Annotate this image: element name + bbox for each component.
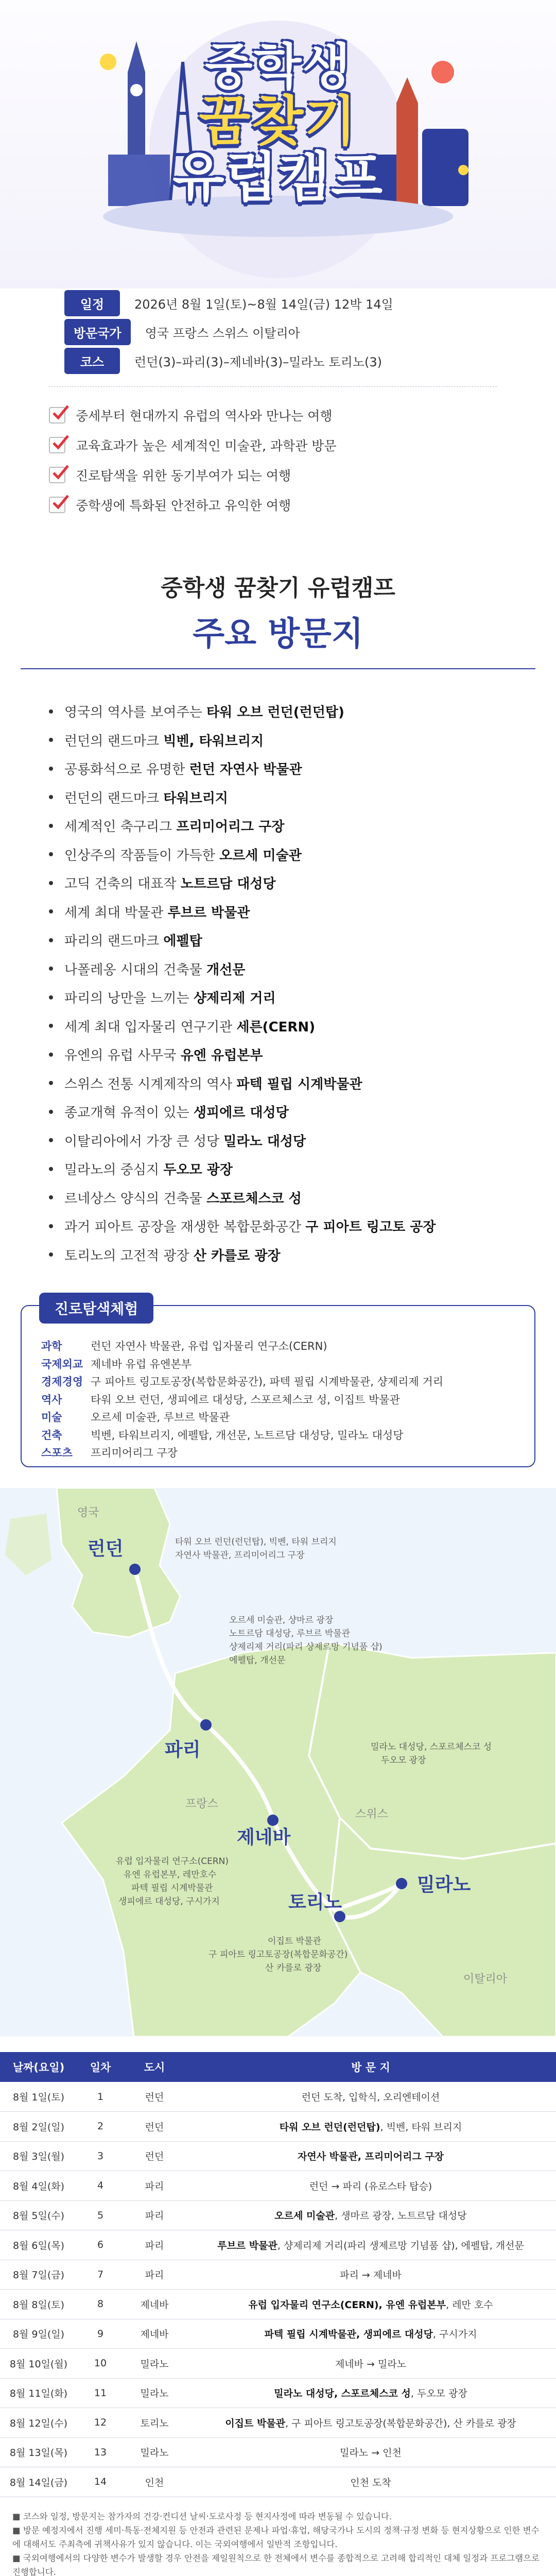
checklist-item — [49, 400, 556, 430]
cell-city: 인천 — [124, 2467, 185, 2497]
hero-title-line3: 유럽캠프 — [172, 145, 384, 209]
table-row — [0, 2112, 556, 2142]
place-text: 밀라노의 중심지 두오모 광장 — [64, 1162, 233, 1178]
cell-itinerary: 파텍 필립 시계박물관, 생피에르 대성당, 구시가지 — [185, 2319, 556, 2349]
place-item — [49, 955, 556, 984]
map-note: 노트르담 대성당, 루브르 박물관 — [229, 1629, 351, 1639]
cell-date: 8월 4일(화) — [0, 2171, 77, 2201]
hero-title-line1: 중학생 — [204, 38, 352, 96]
bullet-icon — [49, 1195, 53, 1199]
place-item — [49, 1155, 556, 1183]
info-row-course — [64, 346, 556, 375]
map-note: 자연사 박물관, 프리미어리그 구장 — [175, 1550, 305, 1561]
info-row-schedule — [64, 289, 556, 317]
cell-city: 런던 — [124, 2112, 185, 2142]
bullet-icon — [49, 1110, 53, 1114]
bullet-icon — [49, 824, 53, 828]
cell-date: 8월 13일(목) — [0, 2437, 77, 2467]
section-title: 주요 방문지 — [193, 615, 363, 653]
map-city-geneva: 제네바 — [237, 1827, 291, 1848]
place-item — [49, 840, 556, 869]
cell-date: 8월 7일(금) — [0, 2260, 77, 2290]
cell-itinerary: 제네바 → 밀라노 — [185, 2349, 556, 2379]
bullet-icon — [49, 1224, 53, 1228]
bullet-icon — [49, 938, 53, 942]
map-note: 오르세 미술관, 샹마르 광장 — [229, 1615, 334, 1625]
career-category: 역사 — [41, 1393, 62, 1406]
cell-date: 8월 5일(수) — [0, 2200, 77, 2230]
place-item — [49, 1040, 556, 1069]
map-city-turin: 토리노 — [288, 1892, 342, 1913]
cell-itinerary: 파리 → 제네바 — [185, 2260, 556, 2290]
place-item — [49, 811, 556, 840]
cell-day: 1 — [77, 2082, 124, 2112]
cell-itinerary: 런던 도착, 입학식, 오리엔테이션 — [185, 2082, 556, 2112]
cell-itinerary: 밀라노 → 인천 — [185, 2437, 556, 2467]
info-value: 영국 프랑스 스위스 이탈리아 — [145, 326, 300, 341]
map-note: 밀라노 대성당, 스포르체스코 성 — [371, 1742, 492, 1752]
cell-itinerary: 루브르 박물관, 샹제리제 거리(파리 생제르망 기념품 샵), 에펠탑, 개선문 — [185, 2230, 556, 2260]
career-places: 런던 자연사 박물관, 유럽 입자물리 연구소(CERN) — [91, 1340, 327, 1353]
main-visit-header — [0, 569, 556, 669]
bullet-icon — [49, 995, 53, 999]
career-places: 프리미어리그 구장 — [91, 1447, 178, 1460]
place-text: 과거 피아트 공장을 재생한 복합문화공간 구 피아트 링고토 공장 — [64, 1219, 436, 1235]
table-row — [0, 2437, 556, 2467]
career-category: 국제외교 — [41, 1358, 83, 1370]
place-item — [49, 754, 556, 783]
place-text: 런던의 랜드마크 타워브리지 — [64, 790, 228, 806]
cell-day: 4 — [77, 2171, 124, 2201]
trip-info — [0, 289, 556, 375]
cell-itinerary: 유럽 입자물리 연구소(CERN), 유엔 유럽본부, 레만 호수 — [185, 2290, 556, 2319]
cell-city: 런던 — [124, 2082, 185, 2112]
career-places: 제네바 유럽 유엔본부 — [91, 1358, 192, 1370]
cell-day: 10 — [77, 2349, 124, 2379]
bullet-icon — [49, 1252, 53, 1257]
place-text: 세계 최대 입자물리 연구기관 세른(CERN) — [64, 1019, 316, 1035]
table-row — [0, 2290, 556, 2319]
place-item — [49, 697, 556, 726]
cell-day: 6 — [77, 2230, 124, 2260]
table-row — [0, 2408, 556, 2438]
cell-date: 8월 3일(월) — [0, 2141, 77, 2171]
table-header-row — [0, 2052, 556, 2082]
place-text: 이탈리아에서 가장 큰 성당 밀라노 대성당 — [64, 1133, 306, 1149]
table-row — [0, 2141, 556, 2171]
career-category: 미술 — [41, 1411, 62, 1424]
checkmark-icon — [49, 407, 65, 423]
place-text: 유엔의 유럽 사무국 유엔 유럽본부 — [64, 1048, 263, 1064]
bullet-icon — [49, 1053, 53, 1057]
cell-city: 파리 — [124, 2260, 185, 2290]
checklist-item — [49, 430, 556, 460]
place-text: 인상주의 작품들이 가득한 오르세 미술관 — [64, 848, 302, 863]
place-item — [49, 1212, 556, 1241]
bullet-icon — [49, 881, 53, 885]
cell-city: 제네바 — [124, 2319, 185, 2349]
cell-city: 런던 — [124, 2141, 185, 2171]
place-item — [49, 1069, 556, 1098]
map-note: 이집트 박물관 — [268, 1936, 321, 1946]
cell-city: 밀라노 — [124, 2437, 185, 2467]
career-category: 건축 — [41, 1429, 62, 1442]
bullet-icon — [49, 1081, 53, 1085]
checklist-text: 중학생에 특화된 안전하고 유익한 여행 — [76, 498, 291, 513]
place-text: 스위스 전통 시계제작의 역사 파텍 필립 시계박물관 — [64, 1076, 362, 1092]
career-places: 구 피아트 링고토공장(복합문화공간), 파텍 필립 시계박물관, 샹제리제 거리 — [91, 1376, 444, 1388]
career-category: 스포츠 — [41, 1447, 73, 1460]
cell-day: 13 — [77, 2437, 124, 2467]
cell-day: 11 — [77, 2378, 124, 2408]
career-tag: 진로탐색체험 — [39, 1293, 153, 1324]
place-text: 파리의 랜드마크 에펠탑 — [64, 934, 202, 950]
map-note: 구 피아트 링고토공장(복합문화공간) — [208, 1950, 348, 1960]
schedule-table — [0, 2052, 556, 2497]
hero-title-line2: 꿈찾기 — [199, 89, 357, 152]
map-city-london: 런던 — [88, 1538, 124, 1560]
cell-city: 파리 — [124, 2200, 185, 2230]
career-row — [41, 1372, 443, 1391]
cell-date: 8월 10일(월) — [0, 2349, 77, 2379]
bullet-icon — [49, 767, 53, 771]
cell-city: 밀라노 — [124, 2378, 185, 2408]
checkmark-icon — [49, 437, 65, 453]
place-text: 세계적인 축구리그 프리미어리그 구장 — [64, 819, 285, 835]
bullet-icon — [49, 1167, 53, 1171]
cell-date: 8월 14일(금) — [0, 2467, 77, 2497]
bullet-icon — [49, 967, 53, 971]
table-row — [0, 2230, 556, 2260]
feature-checklist — [0, 400, 556, 520]
cell-day: 2 — [77, 2112, 124, 2142]
cell-date: 8월 9일(일) — [0, 2319, 77, 2349]
table-row — [0, 2171, 556, 2201]
table-row — [0, 2467, 556, 2497]
place-text: 영국의 역사를 보여주는 타워 오브 런던(런던탑) — [64, 705, 344, 721]
place-item — [49, 1241, 556, 1269]
table-row — [0, 2319, 556, 2349]
checklist-item — [49, 460, 556, 490]
map-label-switzerland: 스위스 — [355, 1808, 388, 1821]
place-item — [49, 726, 556, 755]
cell-day: 8 — [77, 2290, 124, 2319]
cell-itinerary: 인천 도착 — [185, 2467, 556, 2497]
column-header: 날짜(요일) — [0, 2052, 77, 2082]
place-item — [49, 897, 556, 926]
career-exploration — [21, 1290, 535, 1467]
place-item — [49, 869, 556, 897]
europe-map — [0, 1488, 556, 2037]
checkmark-icon — [49, 497, 65, 513]
checklist-text: 교육효과가 높은 세계적인 미술관, 과학관 방문 — [76, 438, 337, 453]
map-note: 유럽 입자물리 연구소(CERN) — [116, 1856, 229, 1867]
info-label: 일정 — [64, 290, 120, 316]
bullet-icon — [49, 852, 53, 856]
cell-date: 8월 2일(일) — [0, 2112, 77, 2142]
section-subtitle: 중학생 꿈찾기 유럽캠프 — [161, 575, 395, 601]
table-row — [0, 2378, 556, 2408]
map-label-italy: 이탈리아 — [463, 1973, 508, 1986]
cell-itinerary: 자연사 박물관, 프리미어리그 구장 — [185, 2141, 556, 2171]
cell-day: 5 — [77, 2200, 124, 2230]
career-row — [41, 1355, 443, 1373]
cell-date: 8월 6일(목) — [0, 2230, 77, 2260]
cell-city: 파리 — [124, 2230, 185, 2260]
divider — [49, 386, 497, 387]
cell-date: 8월 1일(토) — [0, 2082, 77, 2112]
cell-day: 3 — [77, 2141, 124, 2171]
bullet-icon — [49, 1138, 53, 1142]
info-value: 2026년 8월 1일(토)~8월 14일(금) 12박 14일 — [134, 297, 393, 312]
cell-city: 파리 — [124, 2171, 185, 2201]
career-row — [41, 1408, 443, 1426]
map-note: 생피에르 대성당, 구시가지 — [118, 1896, 220, 1907]
cell-date: 8월 12일(수) — [0, 2408, 77, 2438]
checklist-text: 진로탐색을 위한 동기부여가 되는 여행 — [76, 468, 291, 483]
place-text: 고딕 건축의 대표작 노트르담 대성당 — [64, 876, 276, 892]
table-row — [0, 2082, 556, 2112]
hero-banner — [0, 0, 556, 289]
cell-city: 밀라노 — [124, 2349, 185, 2379]
cell-city: 제네바 — [124, 2290, 185, 2319]
column-header: 방 문 지 — [185, 2052, 556, 2082]
place-item — [49, 1012, 556, 1041]
column-header: 도시 — [124, 2052, 185, 2082]
info-value: 런던(3)–파리(3)–제네바(3)–밀라노 토리노(3) — [134, 354, 383, 369]
career-places: 타워 오브 런던, 생피에르 대성당, 스포르체스코 성, 이집트 박물관 — [91, 1393, 400, 1406]
career-row — [41, 1444, 443, 1462]
bullet-icon — [49, 1024, 53, 1028]
cell-itinerary: 밀라노 대성당, 스포르체스코 성, 두오모 광장 — [185, 2378, 556, 2408]
place-item — [49, 983, 556, 1012]
cell-day: 7 — [77, 2260, 124, 2290]
info-label: 코스 — [64, 348, 120, 374]
note-item: ■ 방문 예정지에서 진행 세미·특동·전체지원 등 안전과 관련된 문제나 파업·휴업, 해당국가나 도시의 정책·규정 변화 등 현지상황으로 인한 변수에 대해서도 주최측에 귀책사유가 있지 않습니다. 이는 국외여행에서 일반적 조항입니다. — [12, 2525, 540, 2549]
info-label: 방문국가 — [64, 319, 131, 345]
notes — [0, 2497, 556, 2576]
place-item — [49, 783, 556, 812]
bullet-icon — [49, 909, 53, 913]
cell-day: 12 — [77, 2408, 124, 2438]
place-item — [49, 1097, 556, 1126]
career-category: 과학 — [41, 1340, 62, 1353]
map-dot-london — [129, 1564, 141, 1575]
table-row — [0, 2260, 556, 2290]
career-places: 오르세 미술관, 루브르 박물관 — [91, 1411, 230, 1424]
cell-day: 14 — [77, 2467, 124, 2497]
checkmark-icon — [49, 467, 65, 483]
place-text: 런던의 랜드마크 빅벤, 타워브리지 — [64, 733, 264, 749]
cell-day: 9 — [77, 2319, 124, 2349]
map-dot-milan — [396, 1878, 407, 1889]
map-note: 타워 오브 런던(런던탑), 빅벤, 타워 브리지 — [175, 1537, 337, 1547]
hero-title — [0, 38, 556, 209]
info-row-countries — [64, 317, 556, 346]
place-text: 세계 최대 박물관 루브르 박물관 — [64, 905, 250, 921]
career-row — [41, 1391, 443, 1409]
map-city-paris: 파리 — [165, 1739, 201, 1760]
career-list — [41, 1337, 443, 1462]
cell-city: 토리노 — [124, 2408, 185, 2438]
place-text: 공룡화석으로 유명한 런던 자연사 박물관 — [64, 762, 302, 778]
route-map — [0, 1488, 556, 2037]
map-city-milan: 밀라노 — [417, 1874, 471, 1895]
map-label-france: 프랑스 — [185, 1798, 218, 1810]
map-note: 파텍 필립 시계박물관 — [131, 1883, 213, 1893]
place-item — [49, 926, 556, 955]
place-item — [49, 1183, 556, 1212]
table-row — [0, 2200, 556, 2230]
career-category: 경제경영 — [41, 1376, 83, 1388]
note-item: ■ 국외여행에서의 다양한 변수가 발생할 경우 안전을 제일원칙으로 한 전체에서 변수를 종합적으로 고려해 합리적인 대체 일정과 프로그램으로 진행합니다. — [12, 2553, 540, 2576]
checklist-item — [49, 490, 556, 520]
table-row — [0, 2349, 556, 2379]
checklist-text: 중세부터 현대까지 유럽의 역사와 만나는 여행 — [76, 409, 333, 423]
note-item: ■ 코스와 일정, 방문지는 참가자의 건강·컨디션 날씨·도로사정 등 현지사정에 따라 변동될 수 있습니다. — [12, 2511, 392, 2521]
cell-itinerary: 이집트 박물관, 구 피아트 링고토공장(복합문화공간), 산 카를로 광장 — [185, 2408, 556, 2438]
place-text: 종교개혁 유적이 있는 생피에르 대성당 — [64, 1105, 289, 1121]
column-header: 일차 — [77, 2052, 124, 2082]
career-row — [41, 1337, 443, 1355]
cell-date: 8월 8일(토) — [0, 2290, 77, 2319]
map-dot-geneva — [267, 1815, 279, 1826]
map-note: 두오모 광장 — [381, 1755, 426, 1766]
map-note: 샹제리제 거리(파리 샹제르망 기념품 샵) — [229, 1642, 383, 1652]
career-places: 빅벤, 타워브리지, 에펠탑, 개선문, 노트르담 대성당, 밀라노 대성당 — [91, 1429, 404, 1442]
place-text: 르네상스 양식의 건축물 스포르체스코 성 — [64, 1191, 302, 1207]
map-label-uk: 영국 — [77, 1506, 99, 1519]
places-list — [0, 669, 556, 1269]
place-item — [49, 1126, 556, 1155]
map-dot-paris — [200, 1719, 212, 1731]
place-text: 파리의 낭만을 느끼는 샹제리제 거리 — [64, 991, 276, 1007]
place-text: 나폴레옹 시대의 건축물 개선문 — [64, 962, 246, 978]
map-note: 산 카를로 광장 — [265, 1963, 322, 1973]
bullet-icon — [49, 709, 53, 714]
place-text: 토리노의 고전적 광장 산 카를로 광장 — [64, 1248, 281, 1264]
cell-itinerary: 타워 오브 런던(런던탑), 빅벤, 타워 브리지 — [185, 2112, 556, 2142]
career-row — [41, 1426, 443, 1444]
cell-itinerary: 런던 → 파리 (유로스타 탑승) — [185, 2171, 556, 2201]
map-note: 에펠탑, 개선문 — [229, 1655, 286, 1666]
map-note: 유엔 유럽본부, 레만호수 — [124, 1870, 217, 1880]
cell-date: 8월 11일(화) — [0, 2378, 77, 2408]
bullet-icon — [49, 795, 53, 799]
cell-itinerary: 오르세 미술관, 생마르 광장, 노트르담 대성당 — [185, 2200, 556, 2230]
bullet-icon — [49, 738, 53, 742]
